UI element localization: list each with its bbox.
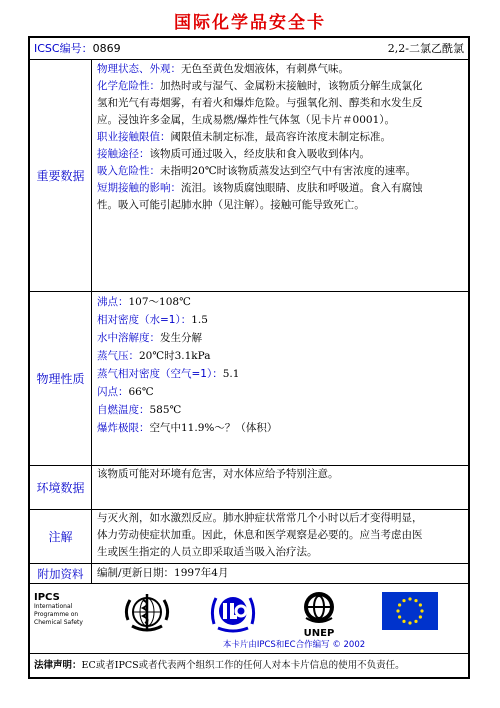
- important-item-text: 该物质可通过吸入，经皮肤和食入吸收到体内。: [149, 148, 370, 160]
- physical-properties-label: 物理性质: [30, 292, 92, 465]
- physical-property-value: 107～108℃: [128, 296, 191, 308]
- important-item-key: 吸入危险性：: [97, 165, 160, 177]
- physical-property-line: [97, 401, 465, 419]
- legal-row: [30, 654, 468, 679]
- physical-property-key: 闪点：: [97, 386, 129, 398]
- ipcs-title: IPCS: [34, 592, 60, 603]
- important-item-key: 短期接触的影响：: [97, 182, 181, 194]
- important-item-line: [97, 180, 465, 197]
- important-item-key: 物理状态、外观：: [97, 63, 181, 75]
- physical-property-value: 1.5: [191, 314, 208, 326]
- eu-star-icon: [414, 599, 417, 602]
- eu-star-icon: [398, 615, 401, 618]
- important-data-content: [94, 60, 468, 291]
- important-item-line: [97, 112, 465, 129]
- logos-row: [30, 584, 468, 654]
- ipcs-block: [34, 592, 106, 627]
- environment-row: [30, 466, 468, 510]
- important-item-text: 无色至黄色发烟液体，有刺鼻气味。: [181, 63, 349, 75]
- important-item-text: 加热时或与湿气、金属粉末接触时，该物质分解生成氯化: [160, 80, 423, 92]
- important-item-line: [97, 129, 465, 146]
- important-item-text: 性。吸入可能引起肺水肿（见注解）。接触可能导致死亡。: [97, 199, 365, 211]
- physical-property-line: [97, 419, 465, 437]
- physical-property-key: 爆炸极限：: [97, 422, 150, 434]
- notes-content: [94, 510, 468, 563]
- eu-star-icon: [402, 620, 405, 623]
- physical-property-key: 蒸气压：: [97, 350, 139, 362]
- environment-label: 环境数据: [30, 466, 92, 509]
- important-item-line: [97, 61, 465, 78]
- icsc-id-label: ICSC编号：: [34, 42, 93, 55]
- header-row: [30, 38, 468, 60]
- physical-property-value: 20℃时3.1kPa: [139, 350, 211, 362]
- additional-info-content: [94, 564, 468, 583]
- additional-info-row: [30, 564, 468, 584]
- important-item-text: 氢和光气有毒烟雾，有着火和爆炸危险。与强氧化剂、醇类和水发生反: [97, 97, 423, 109]
- important-data-label: 重要数据: [30, 60, 92, 291]
- eu-star-icon: [408, 597, 411, 600]
- important-item-key: 职业接触限值：: [97, 131, 171, 143]
- eu-star-icon: [396, 609, 399, 612]
- physical-property-value: 585℃: [149, 404, 182, 416]
- important-item-line: [97, 146, 465, 163]
- card-title: 国际化学品安全卡: [174, 13, 326, 33]
- ipcs-line: Programme on: [34, 611, 79, 618]
- important-item-text: 未指明20℃时该物质蒸发达到空气中有害浓度的速率。: [160, 165, 417, 177]
- physical-property-value: 5.1: [222, 368, 240, 380]
- physical-property-key: 水中溶解度：: [97, 332, 160, 344]
- icsc-id-value: 0869: [92, 42, 121, 55]
- important-item-line: [97, 78, 465, 95]
- physical-properties-row: [30, 292, 468, 466]
- eu-star-icon: [398, 603, 401, 606]
- who-logo-icon: [122, 590, 172, 634]
- eu-star-icon: [419, 615, 422, 618]
- unep-logo-icon: [296, 590, 342, 628]
- physical-property-key: 蒸气相对密度（空气=1）：: [97, 368, 223, 380]
- update-date-text: 编制/更新日期：1997年4月: [97, 567, 229, 579]
- legal-notice: [30, 654, 468, 678]
- unep-label: UNEP: [303, 628, 335, 639]
- ipcs-line: Chemical Safety: [34, 619, 83, 626]
- important-data-row: [30, 60, 468, 292]
- physical-property-key: 自燃温度：: [97, 404, 150, 416]
- environment-text: 该物质可能对环境有危害，对水体应给予特别注意。: [97, 468, 339, 480]
- important-item-key: 接触途径：: [97, 148, 150, 160]
- notes-label: 注解: [30, 510, 92, 563]
- legal-text: EC或者IPCS或者代表两个组织工作的任何人对本卡片信息的使用不负责任。: [81, 660, 405, 671]
- physical-properties-content: [94, 292, 468, 465]
- important-item-key: 化学危险性：: [97, 80, 160, 92]
- notes-line: 体力劳动使症状加重。因此，休息和医学观察是必要的。应当考虑由医: [97, 529, 423, 541]
- ipcs-line: International: [34, 603, 73, 610]
- environment-content: [94, 466, 468, 509]
- credit-text: 本卡片由IPCS和EC合作编写 © 2002: [222, 640, 366, 650]
- legal-label: 法律声明：: [34, 660, 82, 671]
- physical-property-value: 66℃: [128, 386, 154, 398]
- important-item-line: [97, 197, 465, 214]
- physical-property-key: 沸点：: [97, 296, 129, 308]
- physical-property-line: [97, 365, 465, 383]
- notes-line: 生或医生指定的人员立即采取适当吸入治疗法。: [97, 546, 318, 558]
- eu-star-icon: [420, 609, 423, 612]
- additional-info-label: 附加资料: [30, 564, 92, 583]
- important-item-text: 应。浸蚀许多金属，生成易燃/爆炸性气体氢（见卡片＃0001）。: [97, 114, 396, 126]
- physical-property-key: 相对密度（水=1）：: [97, 314, 192, 326]
- chemical-name: 2,2-二氯乙酰氯: [387, 42, 464, 55]
- physical-property-value: 空气中11.9%～？（体积）: [149, 422, 278, 434]
- important-item-line: [97, 163, 465, 180]
- important-item-text: 阈限值未制定标准，最高容许浓度未制定标准。: [170, 131, 391, 143]
- eu-star-icon: [408, 621, 411, 624]
- physical-property-line: [97, 383, 465, 401]
- eu-star-icon: [414, 620, 417, 623]
- eu-flag-icon: [382, 592, 438, 630]
- important-item-text: 流泪。该物质腐蚀眼睛、皮肤和呼吸道。食入有腐蚀: [181, 182, 423, 194]
- eu-star-icon: [402, 599, 405, 602]
- physical-property-line: [97, 347, 465, 365]
- safety-card-table: [28, 36, 470, 679]
- important-item-line: [97, 95, 465, 112]
- physical-property-value: 发生分解: [160, 332, 202, 344]
- notes-line: 与灭火剂，如水激烈反应。肺水肿症状常常几个小时以后才变得明显，: [97, 512, 423, 524]
- ilo-logo-icon: [208, 590, 258, 634]
- physical-property-line: [97, 329, 465, 347]
- physical-property-line: [97, 293, 465, 311]
- physical-property-line: [97, 311, 465, 329]
- notes-row: [30, 510, 468, 564]
- eu-star-icon: [419, 603, 422, 606]
